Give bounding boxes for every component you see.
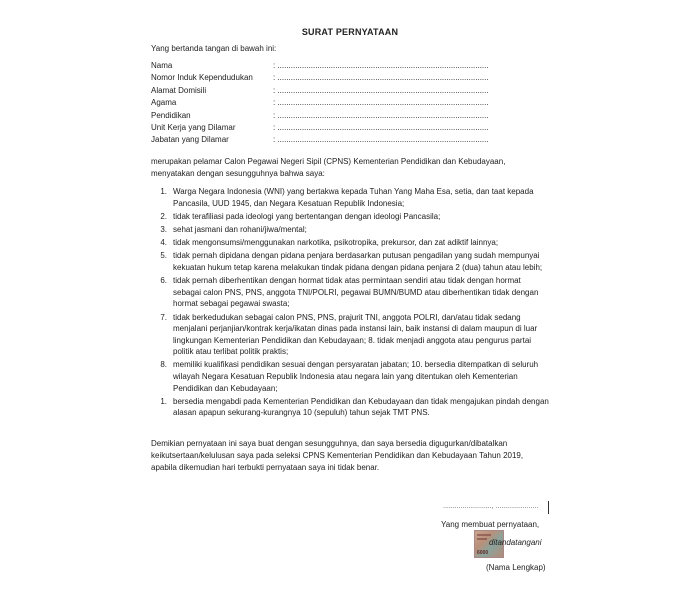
field-row-agama bbox=[151, 97, 551, 109]
list-item bbox=[151, 186, 551, 209]
field-label: Nomor Induk Kependudukan bbox=[151, 73, 253, 83]
list-text: tidak terafiliasi pada ideologi yang bertentangan dengan ideologi Pancasila; bbox=[173, 211, 441, 221]
field-row-pendidikan bbox=[151, 110, 551, 122]
field-value[interactable]: : ............................................................................................... bbox=[273, 85, 489, 95]
list-number: 8. bbox=[160, 360, 167, 370]
field-value[interactable]: : ............................................................................................... bbox=[273, 73, 489, 83]
list-number: 2. bbox=[160, 211, 167, 221]
list-text: tidak pernah dipidana dengan pidana penjara berdasarkan putusan pengadilan yang sudah mempunyai kekuatan hukum tetap karena melakukan tindak pidana dengan pidana penjara 2 (dua) tahun atau lebih; bbox=[173, 251, 543, 272]
list-item bbox=[151, 275, 551, 310]
list-number: 6. bbox=[160, 276, 167, 286]
field-label: Unit Kerja yang Dilamar bbox=[151, 122, 236, 132]
field-row-unit-kerja bbox=[151, 122, 551, 134]
declaration-list bbox=[151, 186, 551, 421]
text-cursor bbox=[548, 501, 549, 514]
list-text: tidak pernah diberhentikan dengan hormat tidak atas permintaan sendiri atau tidak dengan hormat sebagai calon PNS, PNS, anggota TNI/POLRI, pegawai BUMN/BUMD atau diberhentikan tidak dengan hormat sebagai pegawai swasta; bbox=[173, 276, 539, 309]
field-label: Alamat Domisili bbox=[151, 85, 207, 95]
identity-fields bbox=[151, 60, 551, 147]
field-row-jabatan bbox=[151, 134, 551, 146]
list-number: 1. bbox=[160, 187, 167, 196]
list-number: 5. bbox=[160, 251, 167, 261]
field-value[interactable]: : ............................................................................................... bbox=[273, 110, 489, 120]
field-label: Jabatan yang Dilamar bbox=[151, 135, 229, 145]
intro-text: Yang bertanda tangan di bawah ini: bbox=[151, 44, 277, 53]
field-value[interactable]: : ............................................................................................... bbox=[273, 61, 489, 70]
field-value[interactable]: : ............................................................................................... bbox=[273, 122, 489, 132]
full-name-label: (Nama Lengkap) bbox=[486, 563, 546, 572]
list-item bbox=[151, 224, 551, 236]
field-row-nik bbox=[151, 72, 551, 84]
field-value[interactable]: : ............................................................................................... bbox=[273, 98, 489, 108]
place-date-line[interactable]: ........................., ...................... bbox=[443, 503, 539, 510]
list-text: sehat jasmani dan rohani/jiwa/mental; bbox=[173, 224, 307, 234]
field-label: Agama bbox=[151, 98, 177, 108]
list-number: 7. bbox=[160, 312, 167, 322]
list-number: 3. bbox=[160, 224, 167, 234]
list-item bbox=[151, 211, 551, 223]
list-text: memiliki kualifikasi pendidikan sesuai dengan persyaratan jabatan; 10. bersedia ditempatkan di seluruh wilayah Negara Kesatuan Republik Indonesia atau negara lain yang ditentukan oleh Kementerian Pendidikan dan Kebudayaan; bbox=[173, 360, 539, 393]
list-number: 4. bbox=[160, 238, 167, 248]
list-item bbox=[151, 312, 551, 358]
statement-paragraph: merupakan pelamar Calon Pegawai Negeri Sipil (CPNS) Kementerian Pendidikan dan Kebudayaan, menyatakan dengan sesungguhnya bahwa saya: bbox=[151, 157, 506, 178]
stamp-value: 6000 bbox=[477, 550, 489, 556]
field-row-alamat bbox=[151, 85, 551, 97]
list-text: tidak mengonsumsi/menggunakan narkotika, psikotropika, prekursor, dan zat adiktif lainnya; bbox=[173, 238, 499, 248]
field-row-nama bbox=[151, 60, 551, 72]
list-item bbox=[151, 359, 551, 394]
list-number: 1. bbox=[160, 396, 167, 406]
list-text: Warga Negara Indonesia (WNI) yang bertakwa kepada Tuhan Yang Maha Esa, setia, dan taat kepada Pancasila, UUD 1945, dan Negara Kesatuan Republik Indonesia; bbox=[173, 187, 534, 208]
field-label: Pendidikan bbox=[151, 110, 191, 120]
field-label: Nama bbox=[151, 61, 173, 70]
list-item bbox=[151, 237, 551, 249]
closing-paragraph: Demikian pernyataan ini saya buat dengan sesungguhnya, dan saya bersedia digugurkan/dibatalkan keikutsertaan/kelulusan saya pada seleksi CPNS Kementerian Pendidikan dan Kebudayaan Tahun 2019, apabila dikemudian hari terbukti pernyataan saya ini tidak benar. bbox=[151, 439, 524, 472]
field-value[interactable]: : ............................................................................................... bbox=[273, 135, 489, 145]
stamp-line bbox=[477, 534, 491, 536]
list-text: tidak berkedudukan sebagai calon PNS, PNS, prajurit TNI, anggota POLRI, dan/atau tidak sedang menjalani perjanjian/kontrak kerja/ikatan dinas pada instansi lain, baik instansi di dalam maupun di luar lingkungan Kementerian Pendidikan dan Kebudayaan; 8. tidak menjadi anggota atau pengurus partai politik atau terlibat politik praktis; bbox=[173, 312, 538, 357]
stamp-line bbox=[477, 538, 487, 540]
list-item bbox=[151, 250, 551, 273]
document-title: SURAT PERNYATAAN bbox=[301, 27, 399, 37]
signature-text: ditandatangani bbox=[489, 538, 542, 547]
list-item bbox=[151, 396, 551, 419]
list-text: bersedia mengabdi pada Kementerian Pendidikan dan Kebudayaan dan tidak mengajukan pindah dengan alasan apapun sekurang-kurangnya 10 (sepuluh) tahun sejak TMT PNS. bbox=[173, 396, 549, 418]
signer-label: Yang membuat pernyataan, bbox=[441, 520, 540, 529]
